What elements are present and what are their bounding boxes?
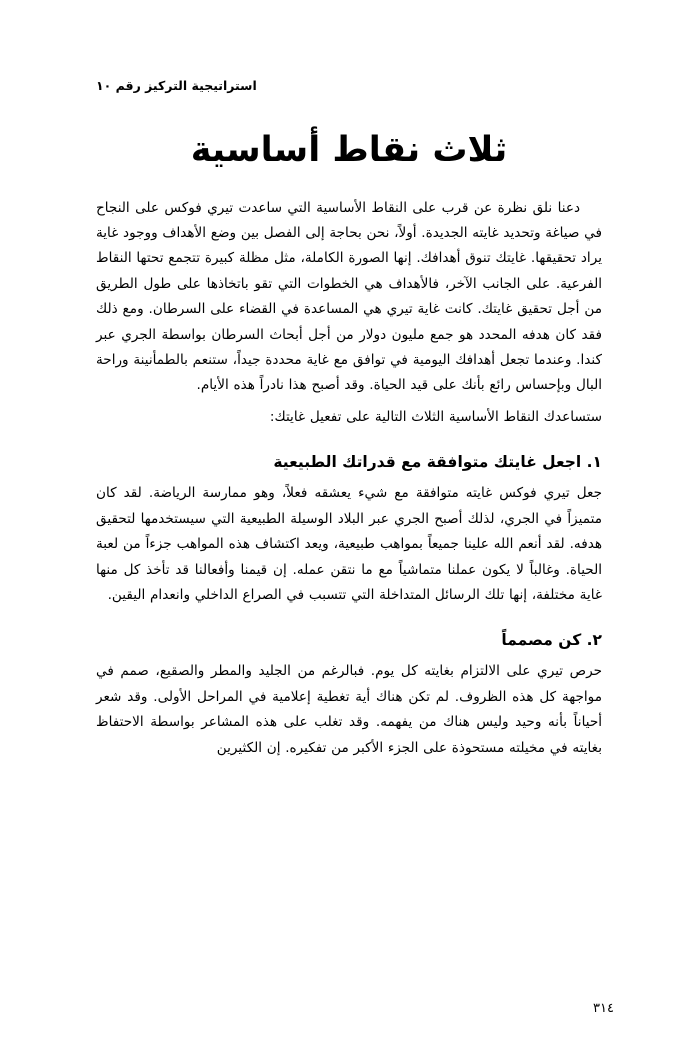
page-content bbox=[96, 78, 602, 994]
page-title: ثلاث نقاط أساسية bbox=[190, 130, 508, 170]
section-paragraph-1: جعل تيري فوكس غايته متوافقة مع شيء يعشقه فعلاً، وهو ممارسة الرياضة. لقد كان متميزاً في الجري، لذلك أصبح الجري عبر البلاد الوسيلة الطبيعية التي سيستخدمها لتحقيق هدفه. لقد أنعم الله علينا جميعاً بمواهب طبيعية، ويعد اكتشاف هذه المواهب جزءاً من لعبة الحياة. وغالباً لا يكون عملنا متماشياً مع ما نتقن عمله. إن قيمنا وأفعالنا قد تأخذ كل منها غاية مختلفة، إنها تلك الرسائل المتداخلة التي تتسبب في الصراع الداخلي وانعدام اليقين. bbox=[96, 485, 602, 603]
body-paragraph-2: ستساعدك النقاط الأساسية الثلاث التالية على تفعيل غايتك: bbox=[269, 408, 602, 425]
running-head: استراتيجية التركيز رقم ١٠ bbox=[96, 78, 257, 93]
page-number: ٣١٤ bbox=[593, 1001, 614, 1016]
section-heading-1: ١. اجعل غايتك متوافقة مع قدراتك الطبيعية bbox=[273, 453, 602, 472]
section-heading-2: ٢. كن مصمماً bbox=[501, 631, 602, 650]
section-paragraph-2: حرص تيري على الالتزام بغايته كل يوم. فبالرغم من الجليد والمطر والصقيع، صمم في مواجهة كل هذه الظروف. لم تكن هناك أية تغطية إعلامية في المراحل الأولى. وقد شعر أحياناً بأنه وحيد وليس هناك من يفهمه. وقد تغلب على هذه المشاعر بواسطة الاحتفاظ بغايته في مخيلته مستحوذة على الجزء الأكبر من تفكيره. إن الكثيرين bbox=[96, 663, 602, 756]
body-paragraph-1: دعنا نلق نظرة عن قرب على النقاط الأساسية التي ساعدت تيري فوكس على النجاح في صياغة وتحديد غايته الجديدة. أولاً، نحن بحاجة إلى الفصل بين وضع الأهداف ووجود غاية يراد تحقيقها. غايتك تنوق أهدافك. إنها الصورة الكاملة، مثل مظلة كبيرة تتجمع تحتها النقاط الفرعية. على الجانب الآخر، فالأهداف هي الخطوات التي تقو باتخاذها على طول الطريق من أجل تحقيق غايتك. كانت غاية تيري هي المساعدة في القضاء على السرطان. ومع ذلك فقد كان هدفه المحدد هو جمع مليون دولار من أجل أبحاث السرطان بواسطة الجري عبر كندا. وعندما تجعل أهدافك اليومية في توافق مع غاية محددة جيداً، ستنعم بالطمأنينة وراحة البال وبإحساس رائع بأنك على قيد الحياة. وقد أصبح هذا نادراً هذه الأيام. bbox=[95, 199, 602, 394]
